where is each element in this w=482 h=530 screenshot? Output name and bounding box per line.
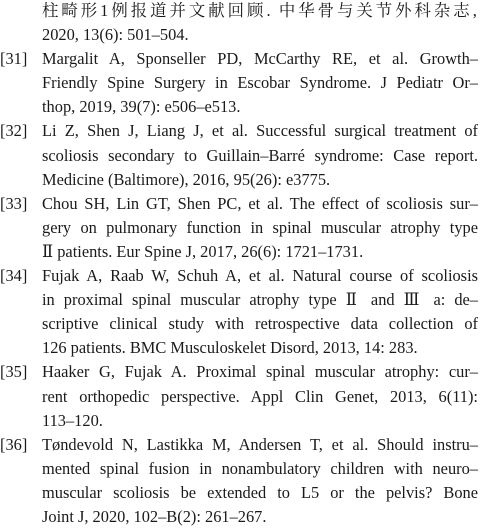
reference-33-line-3: Ⅱ patients. Eur Spine J, 2017, 26(6): 1721–1731. (42, 241, 364, 261)
reference-33-line-2: gery on pulmonary function in spinal muscular atrophy type (42, 217, 478, 237)
reference-31 (0, 46, 478, 73)
reference-35-line-1: Haaker G, Fujak A. Proximal spinal muscular atrophy: cur– (42, 362, 478, 382)
reference-33 (0, 191, 478, 218)
reference-32 (0, 118, 478, 145)
reference-31-line-3: thop, 2019, 39(7): e506–e513. (42, 97, 241, 117)
reference-32-line-1: Li Z, Shen J, Liang J, et al. Successful surgical treatment of (42, 121, 478, 141)
reference-34-line-3: scriptive clinical study with retrospective data collection of (42, 314, 478, 334)
reference-36-line-4: Joint J, 2020, 102–B(2): 261–267. (42, 507, 267, 526)
reference-30-continuation-line-1: 柱畸形1例报道并文献回顾. 中华骨与关节外科杂志, (42, 1, 478, 20)
reference-31-line-1: Margalit A, Sponseller PD, McCarthy RE, et al. Growth– (42, 49, 478, 69)
reference-33-label: [33] (0, 193, 28, 213)
reference-36-line-3: muscular scoliosis be extended to L5 or the pelvis? Bone (42, 482, 478, 502)
reference-32-line-2: scoliosis secondary to Guillain–Barré syndrome: Case report. (42, 145, 478, 165)
reference-35-line-3: 113–120. (42, 410, 103, 430)
reference-36-line-1: Tøndevold N, Lastikka M, Andersen T, et al. Should instru– (42, 434, 478, 454)
reference-36 (0, 432, 478, 459)
reference-35-label: [35] (0, 362, 28, 382)
reference-32-line-3: Medicine (Baltimore), 2016, 95(26): e3775. (42, 169, 331, 189)
reference-32-label: [32] (0, 121, 28, 141)
reference-33-line-1: Chou SH, Lin GT, Shen PC, et al. The effect of scoliosis sur– (42, 193, 478, 213)
reference-34-line-1: Fujak A, Raab W, Schuh A, et al. Natural course of scoliosis (42, 266, 478, 286)
reference-36-label: [36] (0, 434, 28, 454)
reference-34 (0, 263, 478, 290)
reference-34-line-4: 126 patients. BMC Musculoskelet Disord, 2013, 14: 283. (42, 338, 418, 358)
reference-35 (0, 359, 478, 386)
reference-31-line-2: Friendly Spine Surgery in Escobar Syndrome. J Pediatr Or– (42, 73, 478, 93)
reference-35-line-2: rent orthopedic perspective. Appl Clin Genet, 2013, 6(11): (42, 386, 478, 406)
reference-36-line-2: mented spinal fusion in nonambulatory children with neuro– (42, 458, 478, 478)
reference-30-continuation-line-2: 2020, 13(6): 501–504. (42, 25, 189, 45)
reference-31-label: [31] (0, 49, 28, 69)
reference-34-line-2: in proximal spinal muscular atrophy type Ⅱ and Ⅲ a: de– (42, 290, 478, 310)
reference-34-label: [34] (0, 266, 28, 286)
